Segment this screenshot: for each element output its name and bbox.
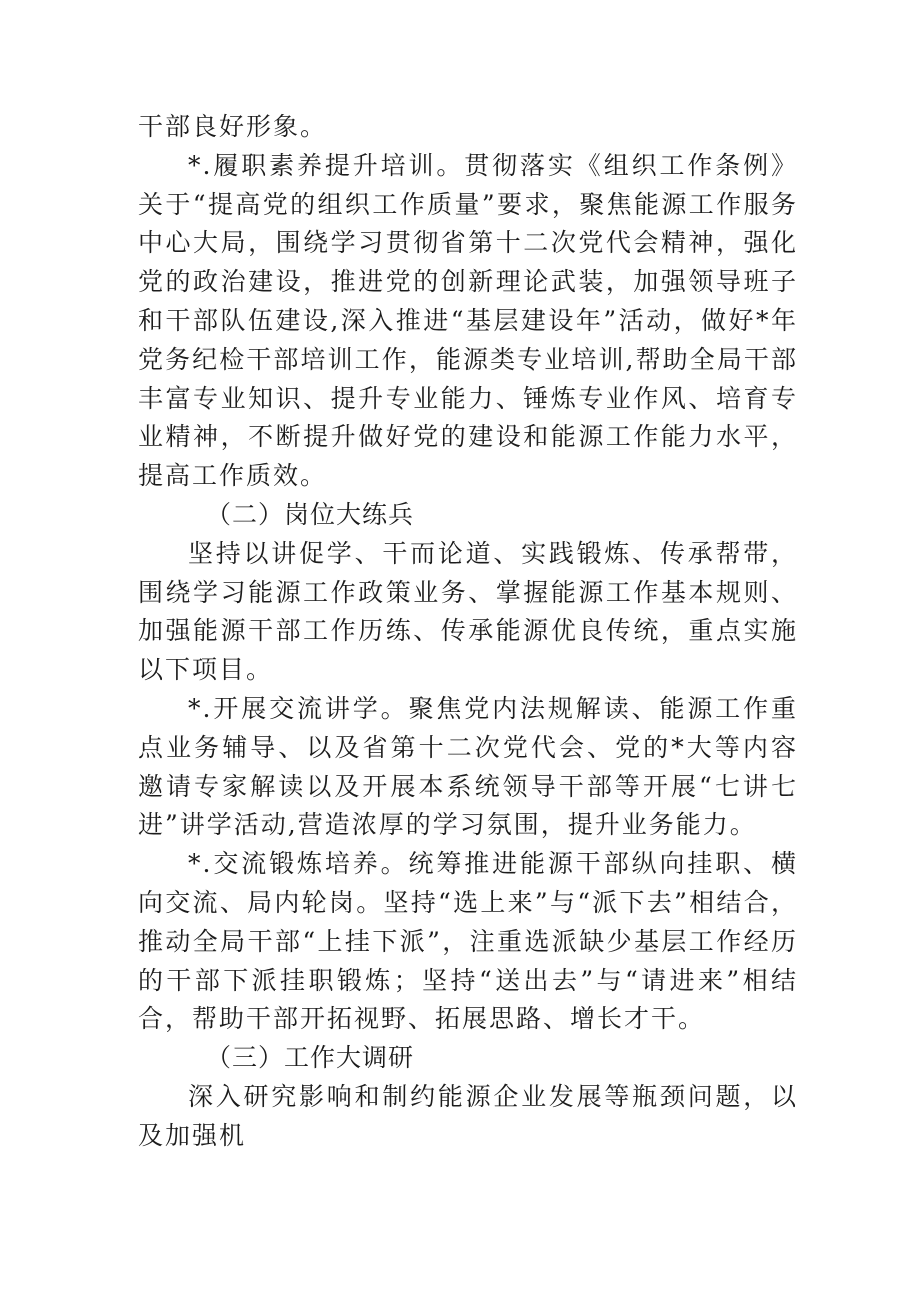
- paragraph-training-item: *.履职素养提升培训。贯彻落实《组织工作条例》关于“提高党的组织工作质量”要求，聚焦能源工作服务中心大局，围绕学习贯彻省第十二次党代会精神，强化党的政治建设，推进党的创新理论武装，加强领导班子和干部队伍建设,深入推进“基层建设年”活动，做好*年党务纪检干部培训工作，能源类专业培训,帮助全局干部丰富专业知识、提升专业能力、锤炼专业作风、培育专业精神，不断提升做好党的建设和能源工作能力水平，提高工作质效。: [138, 150, 798, 491]
- document-body: [138, 108, 798, 1156]
- section-heading-2: （二）岗位大练兵: [206, 499, 415, 529]
- paragraph-exchange-training: *.交流锻炼培养。统筹推进能源干部纵向挂职、横向交流、局内轮岗。坚持“选上来”与“派下去”相结合，推动全局干部“上挂下派”，注重选派缺少基层工作经历的干部下派挂职锻炼；坚持“送出去”与“请进来”相结合，帮助干部开拓视野、拓展思路、增长才干。: [138, 849, 798, 1034]
- paragraph-section-2-intro: 坚持以讲促学、干而论道、实践锻炼、传承帮带，围绕学习能源工作政策业务、掌握能源工作基本规则、加强能源干部工作历练、传承能源优良传统，重点实施以下项目。: [138, 538, 798, 685]
- section-heading-3: （三）工作大调研: [206, 1043, 415, 1073]
- paragraph-exchange-lecture: *.开展交流讲学。聚焦党内法规解读、能源工作重点业务辅导、以及省第十二次党代会、党的*大等内容邀请专家解读以及开展本系统领导干部等开展“七讲七进”讲学活动,营造浓厚的学习氛围，提升业务能力。: [138, 693, 798, 840]
- paragraph-section-3-intro: 深入研究影响和制约能源企业发展等瓶颈问题，以及加强机: [138, 1081, 798, 1150]
- paragraph-closing-line: 干部良好形象。: [138, 112, 328, 141]
